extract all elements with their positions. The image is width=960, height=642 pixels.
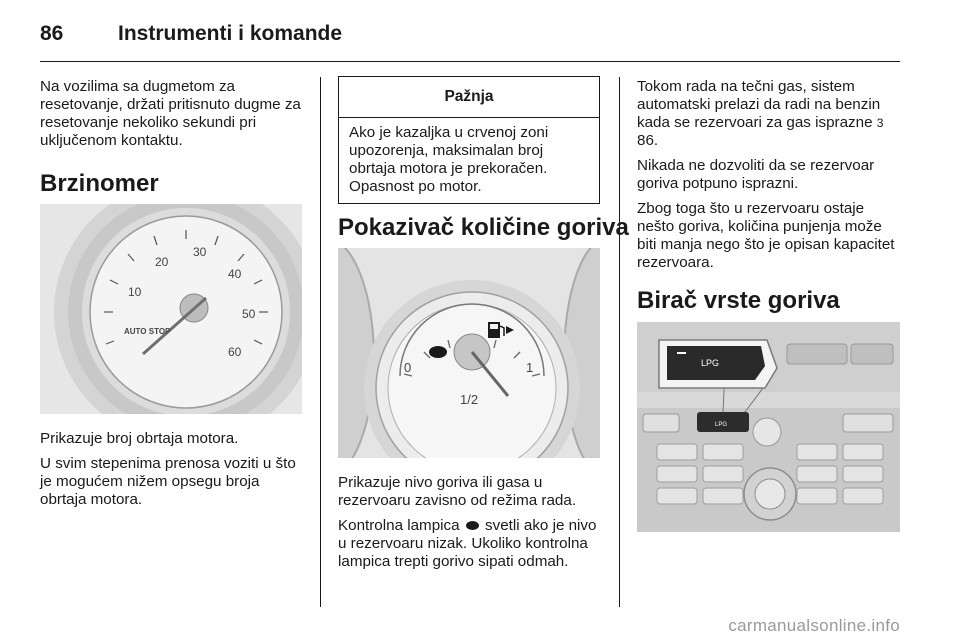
fuel-label-empty: 0: [404, 360, 412, 375]
site-watermark: carmanualsonline.info: [728, 616, 900, 635]
lpg-paragraph-3: Zbog toga što u rezervoaru ostaje nešto goriva, količina punjenja može biti manja nego što je opisan kapacitet rezervoara.: [637, 200, 895, 271]
auto-stop-label: AUTO STOP: [124, 327, 171, 336]
page-number: 86: [40, 22, 64, 45]
fuel-gauge-paragraph-2: [338, 517, 600, 571]
caution-note-body: Ako je kazaljka u crvenoj zoni upozorenja, maksimalan broj obrtaja motora je prekoračen. Opasnost po motor.: [349, 124, 549, 195]
section-title-fuel-gauge: Pokazivač količine goriva: [338, 214, 629, 241]
section-title-fuel-selector: Birač vrste goriva: [637, 287, 840, 314]
fuel-gauge-paragraph-1: Prikazuje nivo goriva ili gasa u rezervoaru zavisno od režima rada.: [338, 474, 577, 509]
speed-label-50: 50: [242, 307, 256, 321]
speedometer-paragraph-2: U svim stepenima prenosa voziti u što je mogućem nižem opsegu broja obrtaja motora.: [40, 455, 296, 508]
column-3: [637, 78, 899, 279]
warning-lamp-text-after: svetli ako je nivo u rezervoaru nizak. Ukoliko kontrolna lampica trepti gorivo sipati odmah.: [338, 517, 597, 570]
speed-label-40: 40: [228, 267, 242, 281]
speedometer-paragraph-1: Prikazuje broj obrtaja motora.: [40, 430, 239, 447]
lpg-paragraph-1: [637, 78, 899, 150]
column-1: [40, 78, 302, 157]
lpg-callout-label: LPG: [701, 358, 720, 368]
lpg-paragraph-1-text: Tokom rada na tečni gas, sistem automatski prelazi da radi na benzin kada se rezervoari za gas isprazne: [637, 78, 881, 131]
warning-lamp-text-before: Kontrolna lampica: [338, 517, 460, 534]
fuel-gauge-figure: [338, 248, 600, 458]
speed-label-10: 10: [128, 285, 142, 299]
header-divider: [40, 61, 900, 62]
fuel-selector-figure: [637, 322, 900, 532]
page-reference[interactable]: 86.: [637, 132, 659, 149]
column-divider-1: [320, 77, 321, 607]
caution-note-title: Pažnja: [339, 77, 599, 118]
column-1-lower: [40, 430, 302, 516]
speed-label-20: 20: [155, 255, 169, 269]
page-reference-arrow-icon: 3: [876, 116, 884, 130]
fuel-label-half: 1/2: [460, 392, 479, 407]
low-fuel-lamp-icon: [429, 346, 447, 358]
lpg-paragraph-2: Nikada ne dozvoliti da se rezervoar goriva potpuno isprazni.: [637, 157, 875, 192]
intro-paragraph: Na vozilima sa dugmetom za resetovanje, držati pritisnuto dugme za resetovanje nekoliko sekundi pri uključenom kontaktu.: [40, 78, 301, 149]
speedometer-figure: [40, 204, 302, 414]
speed-label-30: 30: [193, 245, 207, 259]
caution-note: [338, 76, 600, 204]
column-divider-2: [619, 77, 620, 607]
fuel-label-full: 1: [526, 360, 534, 375]
speed-label-60: 60: [228, 345, 242, 359]
column-2-lower: [338, 474, 600, 578]
section-title-speedometer: Brzinomer: [40, 170, 159, 197]
page-title: Instrumenti i komande: [118, 22, 343, 45]
lpg-button-label: LPG: [715, 422, 728, 428]
warning-lamp-icon: [466, 521, 479, 530]
